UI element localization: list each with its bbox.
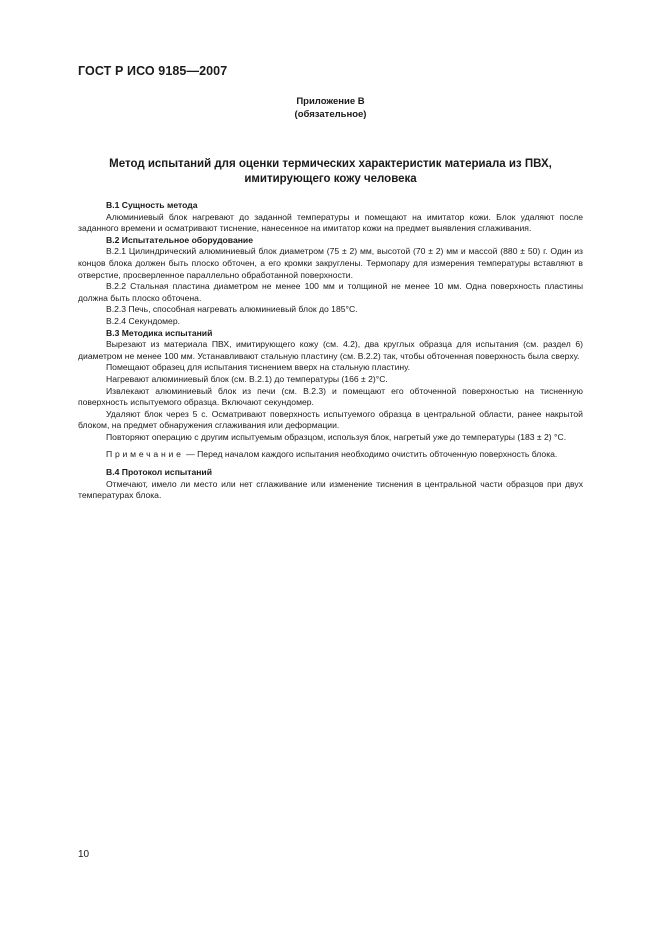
paragraph: Алюминиевый блок нагревают до заданной температуры и помещают на имитатор кожи. Блок удаляют после заданного времени и осматривают тиснение, нанесенное на имитатор кожи на предмет выявления сглаживания. [78, 211, 583, 234]
paragraph: В.2.2 Стальная пластина диаметром не менее 100 мм и толщиной не менее 10 мм. Одна поверхность пластины должна быть плоско обточена. [78, 281, 583, 303]
note-paragraph [78, 449, 583, 461]
note-label: Примечание [106, 449, 184, 460]
paragraph: Помещают образец для испытания тиснением вверх на стальную пластину. [106, 362, 410, 373]
paragraph: В.2.1 Цилиндрический алюминиевый блок диаметром (75 ± 2) мм, высотой (70 ± 2) мм и массой (880 ± 50) г. Один из концов блока должен быть плоско обточен, а его кромки закруглены. Термопару для измерения температуры вставляют в отверстие, просверленное параллельно обработанной поверхности. [78, 246, 583, 280]
paragraph: Вырезают из материала ПВХ, имитирующего кожу (см. 4.2), два круглых образца для испытания (см. раздел 6) диаметром не менее 100 мм. Устанавливают стальную пластину (см. В.2.2) так, чтобы обточенная поверхность была сверху. [78, 339, 583, 361]
document-code-header: ГОСТ Р ИСО 9185—2007 [78, 64, 228, 78]
paragraph: В.2.4 Секундомер. [106, 315, 180, 326]
paragraph: Извлекают алюминиевый блок из печи (см. В.2.3) и помещают его обточенной поверхностью на тисненную поверхность испытуемого образца. Включают секундомер. [78, 385, 583, 408]
appendix-heading-line2: имитирующего кожу человека [244, 173, 417, 185]
section-heading-b3: В.3 Методика испытаний [106, 327, 213, 338]
paragraph: Повторяют операцию с другим испытуемым образцом, используя блок, нагретый уже до температуры (183 ± 2) °С. [106, 431, 567, 442]
section-heading-b4: В.4 Протокол испытаний [106, 467, 212, 478]
paragraph: Отмечают, имело ли место или нет сглаживание или изменение тиснения в центральной части образцов при двух температурах блока. [78, 478, 583, 501]
appendix-title: Приложение В [296, 96, 365, 107]
note-text: — Перед началом каждого испытания необходимо очистить обточенную поверхность блока. [183, 449, 558, 460]
page-number: 10 [78, 849, 90, 860]
appendix-heading [78, 157, 583, 187]
appendix-heading-line1: Метод испытаний для оценки термических характеристик материала из ПВХ, [109, 158, 552, 170]
section-heading-b1: В.1 Сущность метода [106, 200, 198, 210]
paragraph: Удаляют блок через 5 с. Осматривают поверхность испытуемого образца в центральной области, ранее накрытой блоком, на предмет обнаружения сглаживания или деформации. [78, 408, 583, 431]
paragraph: В.2.3 Печь, способная нагревать алюминиевый блок до 185°С. [106, 304, 358, 315]
section-heading-b2: В.2 Испытательное оборудование [106, 234, 253, 245]
paragraph: Нагревают алюминиевый блок (см. В.2.1) до температуры (166 ± 2)°С. [106, 373, 388, 384]
appendix-label [78, 95, 583, 121]
document-body [78, 200, 583, 502]
appendix-status: (обязательное) [294, 109, 367, 120]
